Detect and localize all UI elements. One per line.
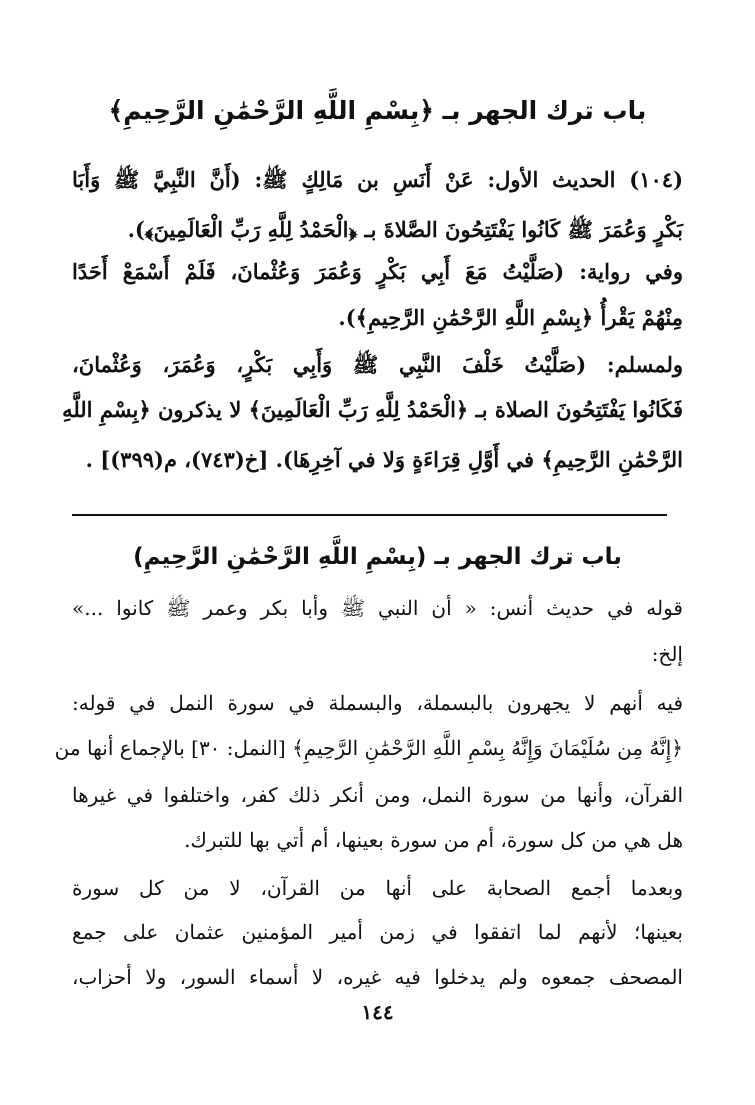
bottom-section-title: باب ترك الجهر بـ (بِسْمِ اللَّهِ الرَّحْمَٰنِ الرَّحِيمِ) xyxy=(133,544,622,570)
hadith-line-4: مِنْهُمْ يَقْرأُ ﴿بِسْمِ اللَّهِ الرَّحْمَٰنِ الرَّحِيمِ﴾). xyxy=(338,305,683,330)
hadith-line-3: وفي رواية: (صَلَّيْتُ مَعَ أَبِي بَكْرٍ وَعُمَرَ وَعُثْمانَ، فَلَمْ أَسْمَعْ أَحَدًا xyxy=(72,259,683,284)
commentary-line-5: القرآن، وأنها من سورة النمل، ومن أنكر ذلك كفر، واختلفوا في غيرها xyxy=(72,783,683,807)
hadith-line-7: الرَّحْمَٰنِ الرَّحِيمِ﴾ في أَوَّلِ قِرَاءَةٍ وَلا في آخِرِهَا). [خ(٧٤٣)، م(٣٩٩)] . xyxy=(85,447,683,472)
top-section-title: باب ترك الجهر بـ ﴿بِسْمِ اللَّهِ الرَّحْمَٰنِ الرَّحِيمِ﴾ xyxy=(108,96,647,125)
hadith-line-5: ولمسلم: (صَلَّيْتُ خَلْفَ النَّبِي ﷺ وَأَبِي بَكْرٍ، وَعُمَرَ، وَعُثْمانَ، xyxy=(72,352,683,377)
commentary-line-4: ﴿إِنَّهُ مِن سُلَيْمَانَ وَإِنَّهُ بِسْمِ اللَّهِ الرَّحْمَٰنِ الرَّحِيمِ﴾ [النمل: ٣٠] بالإجماع أنها من xyxy=(54,736,683,760)
section-divider xyxy=(72,514,667,516)
commentary-line-3: فيه أنهم لا يجهرون بالبسملة، والبسملة في سورة النمل في قوله: xyxy=(72,691,683,715)
commentary-line-7: وبعدما أجمع الصحابة على أنها من القرآن، لا من كل سورة xyxy=(72,876,683,900)
hadith-line-6: فَكَانُوا يَفْتَتِحُونَ الصلاة بـ ﴿الْحَمْدُ لِلَّهِ رَبِّ الْعَالَمِينَ﴾ لا يذكرون ﴿بِسْمِ اللَّهِ xyxy=(62,397,683,422)
hadith-line-2: بَكْرٍ وَعُمَرَ ﷺ كَانُوا يَفْتَتِحُونَ الصَّلاةَ بـ ﴿الْحَمْدُ لِلَّهِ رَبِّ الْعَالَمِينَ﴾). xyxy=(127,217,683,242)
commentary-line-1: قوله في حديث أنس: « أن النبي ﷺ وأبا بكر وعمر ﷺ كانوا ...» xyxy=(72,596,683,620)
hadith-line-1: (١٠٤) الحديث الأول: عَنْ أَنَسِ بن مَالِكٍ ﷺ: (أَنَّ النَّبِيَّ ﷺ وَأَبَا xyxy=(72,167,683,192)
page-number: ١٤٤ xyxy=(361,1000,394,1024)
commentary-line-9: المصحف جمعوه ولم يدخلوا فيه غيره، لا أسماء السور، ولا أحزاب، xyxy=(72,965,683,989)
commentary-line-6: هل هي من كل سورة، أم من سورة بعينها، أم أتي بها للتبرك. xyxy=(184,828,683,852)
commentary-line-2: إلخ: xyxy=(651,642,683,666)
commentary-line-8: بعينها؛ لأنهم لما اتفقوا في زمن أمير المؤمنين عثمان على جمع xyxy=(72,920,683,944)
